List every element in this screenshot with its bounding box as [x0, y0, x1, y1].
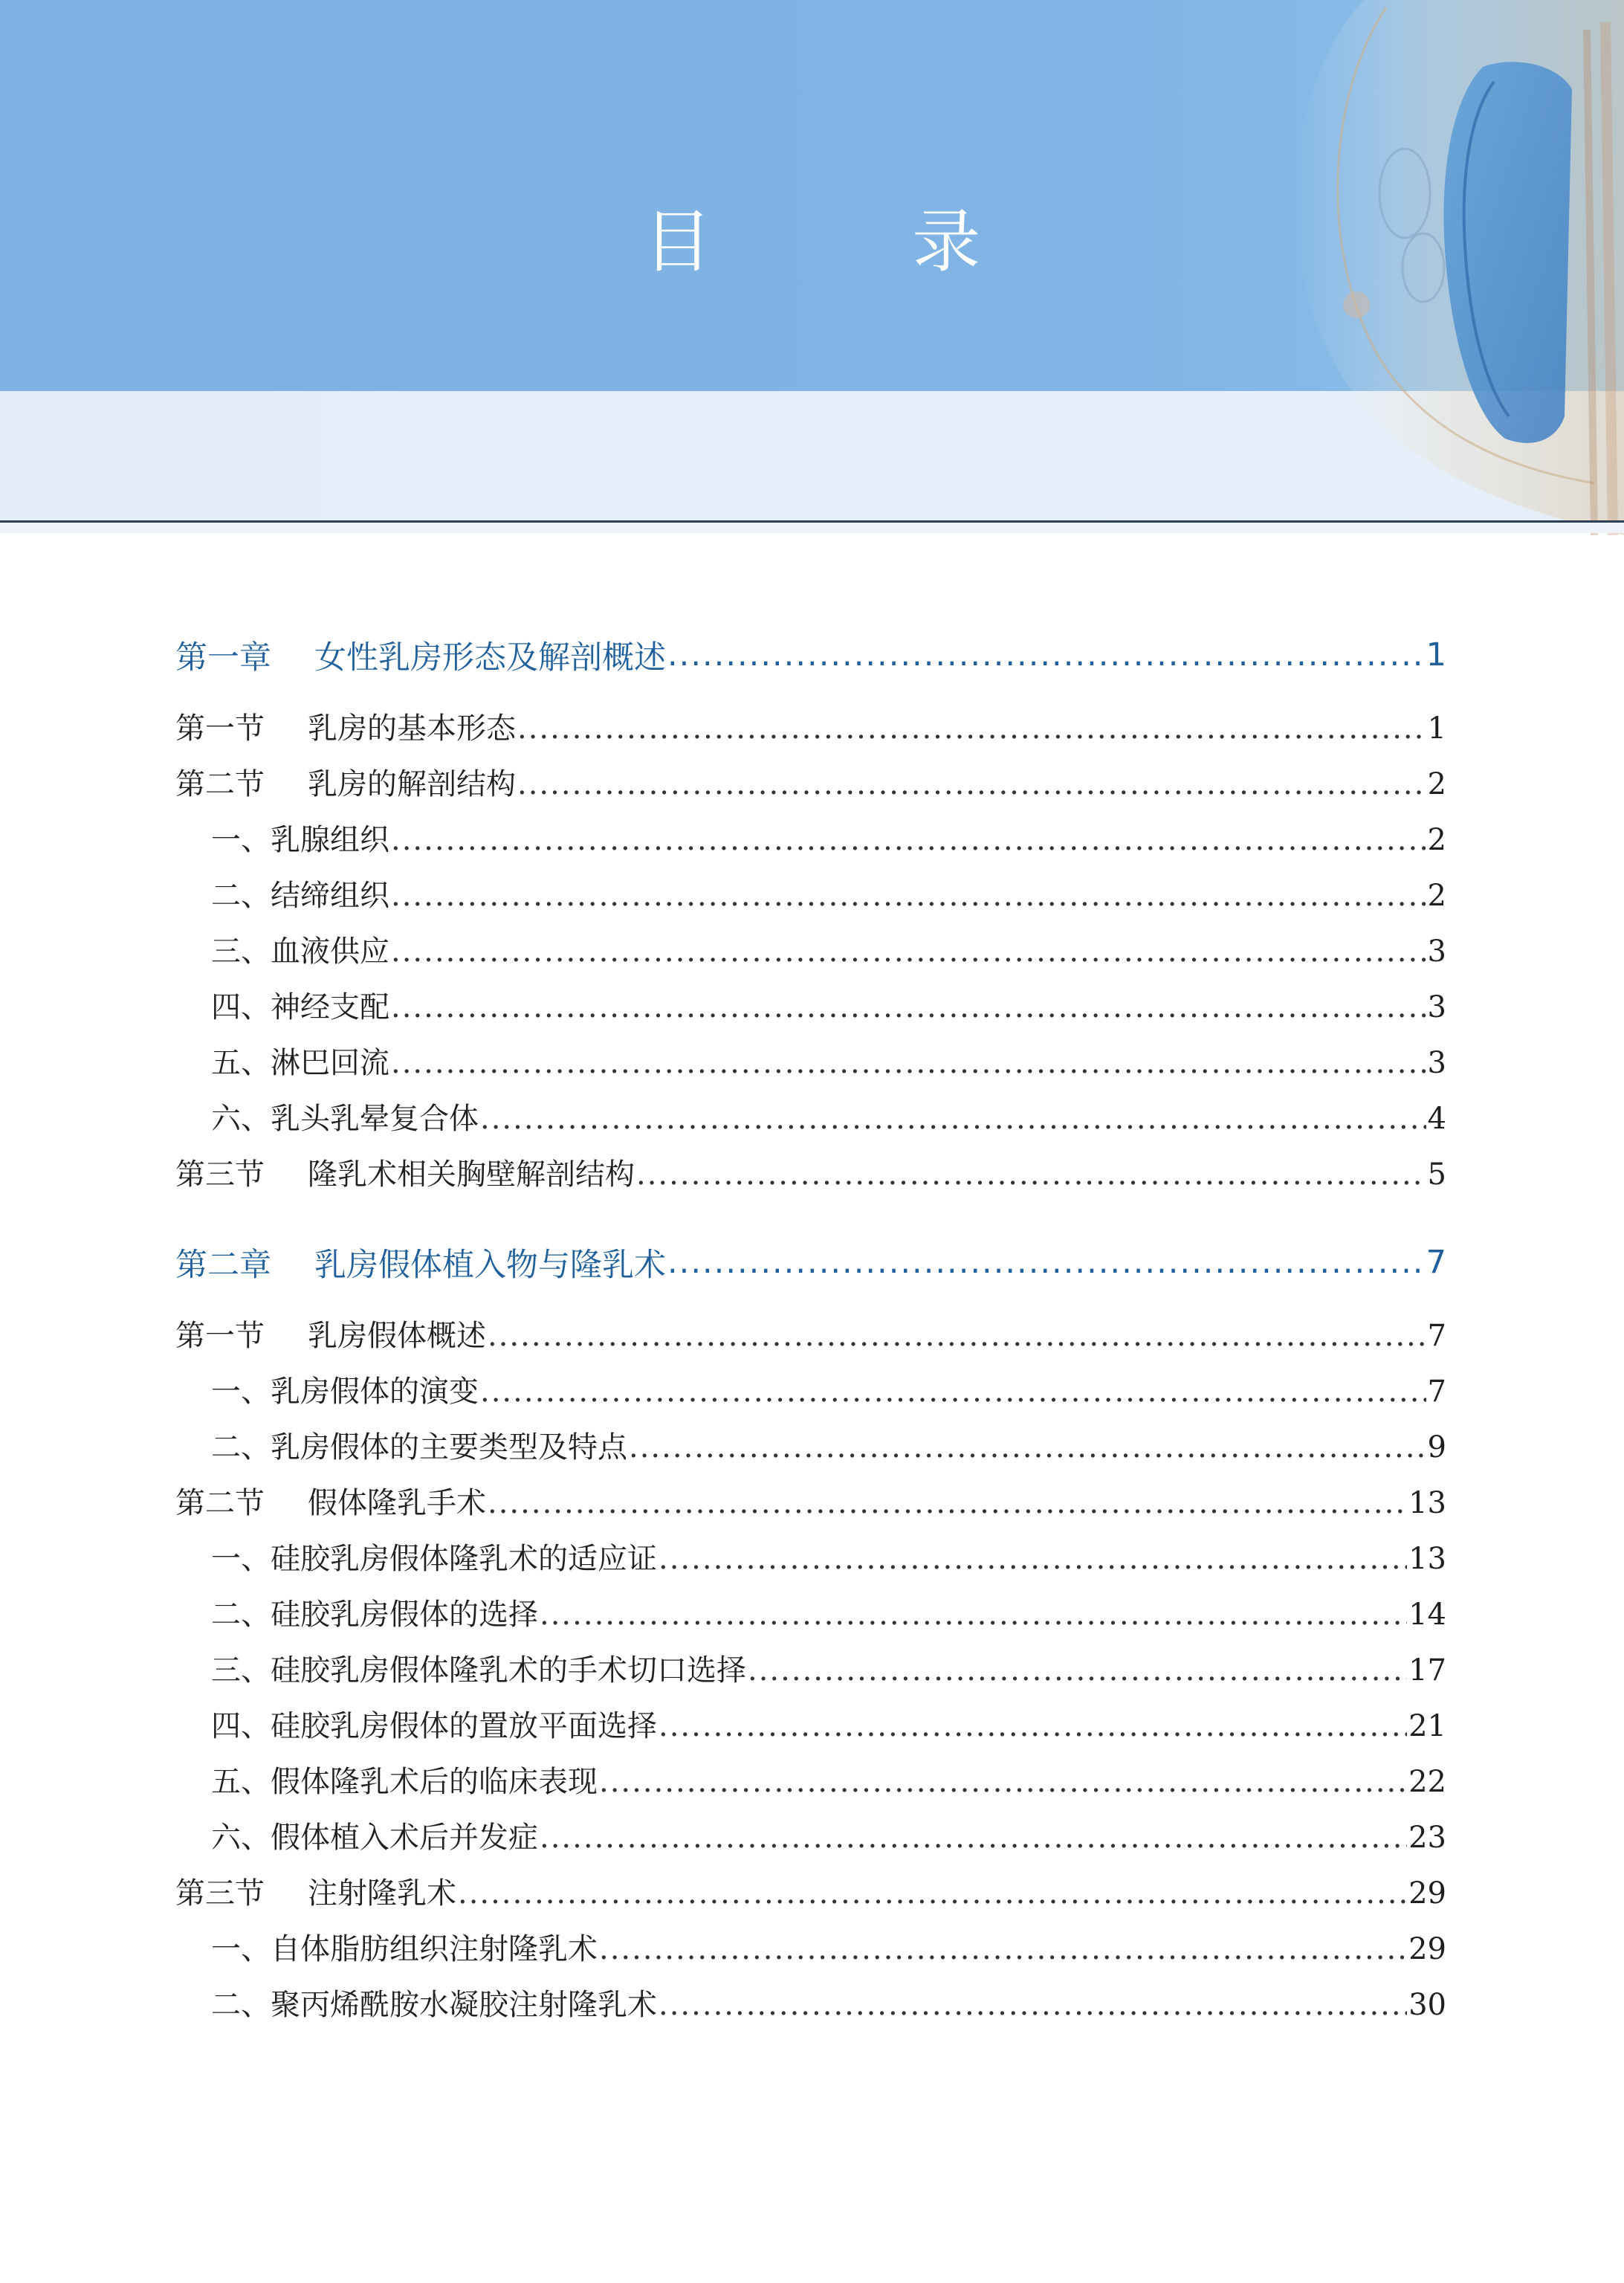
dot-leader	[391, 934, 1426, 969]
toc-item[interactable]	[175, 1591, 1446, 1647]
page-number: 29	[1408, 1876, 1446, 1911]
item-title: 一、乳腺组织	[211, 823, 389, 857]
section-label: 第二节	[175, 767, 265, 801]
item-title: 六、假体植入术后并发症	[211, 1821, 538, 1855]
page-number: 13	[1408, 1542, 1446, 1576]
item-title: 五、淋巴回流	[211, 1046, 389, 1080]
dot-leader	[488, 1486, 1407, 1520]
toc-chapter-1[interactable]	[175, 610, 1446, 700]
page-number: 17	[1408, 1653, 1446, 1688]
section-title: 乳房的基本形态	[308, 711, 516, 746]
dot-leader	[540, 1598, 1407, 1632]
dot-leader	[659, 1709, 1407, 1743]
page-number: 4	[1427, 1102, 1446, 1136]
section-label: 第三节	[175, 1876, 265, 1911]
dot-leader	[540, 1821, 1407, 1855]
toc-section[interactable]	[175, 1870, 1446, 1925]
page-number: 2	[1427, 823, 1446, 857]
section-title: 乳房假体概述	[308, 1319, 486, 1353]
table-of-contents	[175, 610, 1446, 2037]
dot-leader	[391, 1046, 1426, 1080]
toc-section[interactable]	[175, 761, 1446, 816]
dot-leader	[391, 990, 1426, 1024]
chapter-page-number: 1	[1426, 636, 1446, 674]
toc-item[interactable]	[175, 1814, 1446, 1870]
page-number: 3	[1427, 934, 1446, 969]
toc-item[interactable]	[175, 928, 1446, 984]
dot-leader	[488, 1319, 1426, 1353]
dot-leader	[480, 1102, 1426, 1136]
section-title: 隆乳术相关胸壁解剖结构	[308, 1157, 635, 1192]
page-number: 7	[1427, 1319, 1446, 1353]
page-number: 13	[1408, 1486, 1446, 1520]
toc-item[interactable]	[175, 1647, 1446, 1702]
toc-item[interactable]	[175, 1535, 1446, 1591]
item-title: 五、假体隆乳术后的临床表现	[211, 1765, 598, 1799]
section-label: 第二节	[175, 1486, 265, 1520]
item-title: 三、硅胶乳房假体隆乳术的手术切口选择	[211, 1653, 746, 1688]
toc-item[interactable]	[175, 1039, 1446, 1095]
dot-leader	[599, 1932, 1407, 1966]
toc-item[interactable]	[175, 984, 1446, 1039]
item-title: 四、硅胶乳房假体的置放平面选择	[211, 1709, 657, 1743]
toc-item[interactable]	[175, 1368, 1446, 1424]
page-number: 22	[1408, 1765, 1446, 1799]
item-title: 一、硅胶乳房假体隆乳术的适应证	[211, 1542, 657, 1576]
item-title: 二、硅胶乳房假体的选择	[211, 1598, 538, 1632]
item-title: 三、血液供应	[211, 934, 389, 969]
toc-section[interactable]	[175, 1151, 1446, 1207]
section-title: 乳房的解剖结构	[308, 767, 516, 801]
toc-item[interactable]	[175, 816, 1446, 872]
toc-item[interactable]	[175, 1925, 1446, 1981]
item-title: 六、乳头乳晕复合体	[211, 1102, 479, 1136]
item-title: 二、乳房假体的主要类型及特点	[211, 1430, 627, 1465]
page-title: 目 录	[643, 202, 1070, 282]
dot-leader	[667, 636, 1425, 674]
page-number: 3	[1427, 990, 1446, 1024]
item-title: 四、神经支配	[211, 990, 389, 1024]
page-number: 2	[1427, 767, 1446, 801]
toc-item[interactable]	[175, 872, 1446, 928]
toc-item[interactable]	[175, 1981, 1446, 2037]
dot-leader	[659, 1542, 1407, 1576]
dot-leader	[458, 1876, 1407, 1911]
toc-item[interactable]	[175, 1095, 1446, 1151]
item-title: 一、乳房假体的演变	[211, 1375, 479, 1409]
toc-item[interactable]	[175, 1758, 1446, 1814]
section-label: 第一节	[175, 1319, 265, 1353]
toc-chapter-2[interactable]	[175, 1217, 1446, 1308]
toc-item[interactable]	[175, 1702, 1446, 1758]
page-number: 23	[1408, 1821, 1446, 1855]
dot-leader	[629, 1430, 1426, 1465]
chapter-label: 第二章	[175, 1246, 271, 1284]
dot-leader	[480, 1375, 1426, 1409]
page-number: 2	[1427, 879, 1446, 913]
toc-section[interactable]	[175, 1479, 1446, 1535]
item-title: 一、自体脂肪组织注射隆乳术	[211, 1932, 598, 1966]
toc-item[interactable]	[175, 1424, 1446, 1479]
dot-leader	[636, 1157, 1426, 1192]
dot-leader	[391, 879, 1426, 913]
page-number: 7	[1427, 1375, 1446, 1409]
page-number: 1	[1427, 711, 1446, 746]
dot-leader	[659, 1988, 1407, 2022]
item-title: 二、聚丙烯酰胺水凝胶注射隆乳术	[211, 1988, 657, 2022]
page-number: 21	[1408, 1709, 1446, 1743]
dot-leader	[748, 1653, 1407, 1688]
page-number: 5	[1427, 1157, 1446, 1192]
page-number: 30	[1408, 1988, 1446, 2022]
page-number: 29	[1408, 1932, 1446, 1966]
dot-leader	[667, 1244, 1425, 1281]
section-label: 第三节	[175, 1157, 265, 1192]
page-number: 9	[1427, 1430, 1446, 1465]
page-number: 3	[1427, 1046, 1446, 1080]
toc-section[interactable]	[175, 1312, 1446, 1368]
header-rule-shadow	[0, 523, 1624, 533]
section-title: 注射隆乳术	[308, 1876, 456, 1911]
chapter-title: 女性乳房形态及解剖概述	[314, 639, 666, 676]
section-title: 假体隆乳手术	[308, 1486, 486, 1520]
section-label: 第一节	[175, 711, 265, 746]
dot-leader	[391, 823, 1426, 857]
chapter-title: 乳房假体植入物与隆乳术	[314, 1246, 666, 1284]
item-title: 二、结缔组织	[211, 879, 389, 913]
dot-leader	[517, 711, 1426, 746]
chapter-page-number: 7	[1426, 1244, 1446, 1281]
dot-leader	[599, 1765, 1407, 1799]
dot-leader	[517, 767, 1426, 801]
chapter-label: 第一章	[175, 639, 271, 676]
page-number: 14	[1408, 1598, 1446, 1632]
toc-section[interactable]	[175, 705, 1446, 761]
